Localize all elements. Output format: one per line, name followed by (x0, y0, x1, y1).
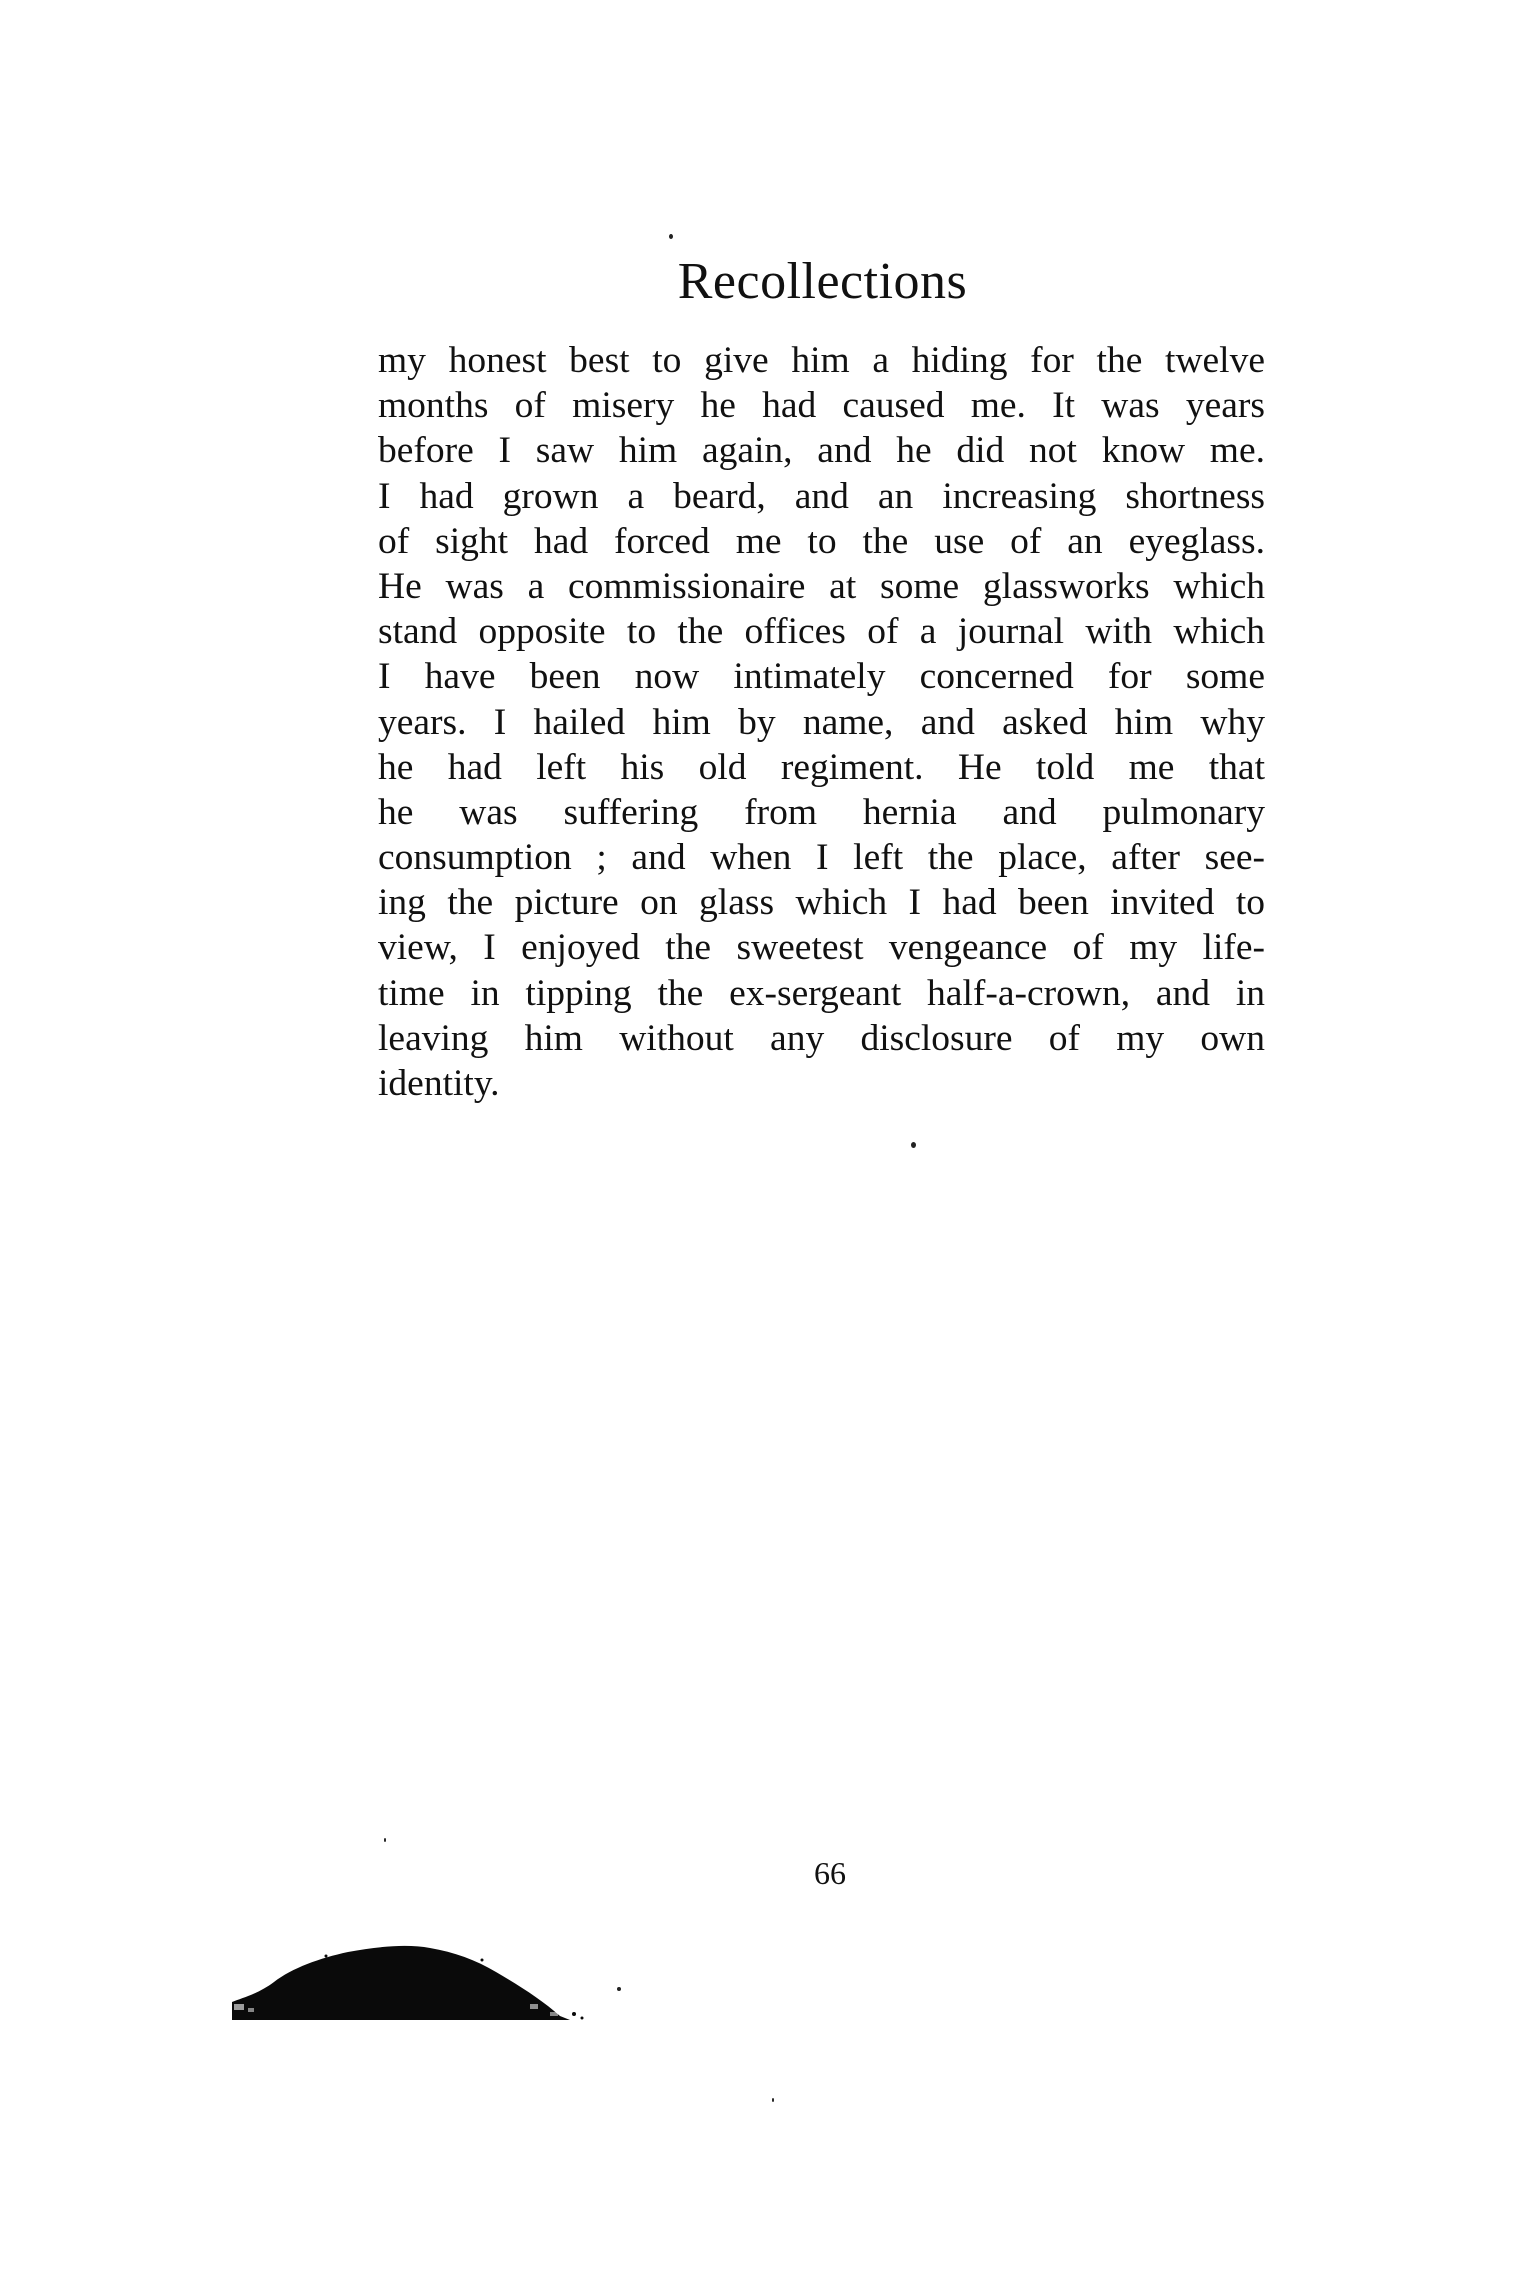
text-line: months of misery he had caused me. It was years (378, 385, 1265, 427)
scan-speck (772, 2098, 774, 2102)
text-line: before I saw him again, and he did not know me. (378, 430, 1265, 472)
body-text (378, 338, 1265, 1106)
text-line: He was a commissionaire at some glassworks which (378, 565, 1265, 607)
text-line: time in tipping the ex-sergeant half-a-crown, and in (378, 972, 1265, 1014)
text-line: I had grown a beard, and an increasing shortness (378, 475, 1265, 517)
text-line: my honest best to give him a hiding for the twelve (378, 340, 1265, 381)
text-line: ing the picture on glass which I had been invited to (378, 882, 1265, 924)
scan-speck (384, 1838, 386, 1842)
text-line: he had left his old regiment. He told me that (378, 746, 1265, 788)
text-line: years. I hailed him by name, and asked him why (378, 701, 1265, 743)
running-head: Recollections (677, 253, 968, 310)
text-line: stand opposite to the offices of a journal with which (378, 611, 1265, 653)
page-number: 66 (814, 1855, 846, 1891)
text-line: of sight had forced me to the use of an eyeglass. (378, 520, 1265, 562)
text-line: he was suffering from hernia and pulmonary (378, 791, 1265, 833)
scan-speck (669, 234, 673, 239)
text-line: I have been now intimately concerned for some (378, 656, 1265, 698)
text-line: view, I enjoyed the sweetest vengeance of my life- (378, 927, 1265, 969)
text-line: leaving him without any disclosure of my own (378, 1017, 1265, 1059)
ink-blot-artifact (230, 1938, 590, 2022)
text-line: consumption ; and when I left the place, after see- (378, 837, 1265, 879)
scan-speck (617, 1987, 621, 1991)
scan-speck (911, 1142, 916, 1148)
text-line: identity. (378, 1063, 500, 1104)
